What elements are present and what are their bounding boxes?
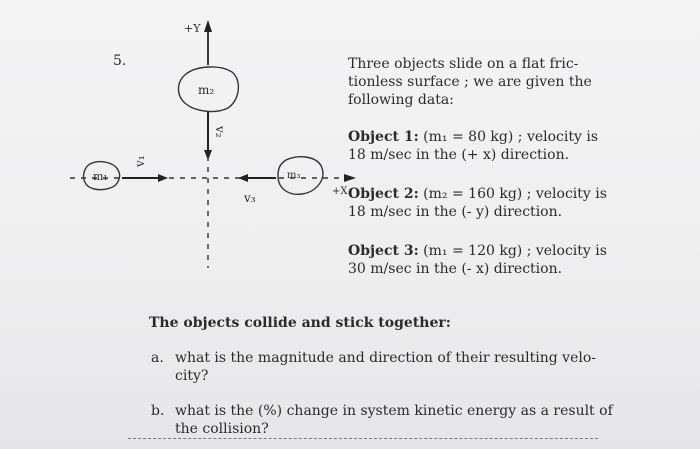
y-axis-arrowhead bbox=[204, 20, 212, 32]
velocity-1-arrowhead bbox=[158, 174, 168, 182]
object-2-label: Object 2: bbox=[348, 186, 419, 202]
object-3-velocity: 30 m/sec in the (- x) direction. bbox=[348, 261, 563, 277]
question-a bbox=[151, 349, 615, 385]
object-2-velocity: 18 m/sec in the (- y) direction. bbox=[348, 204, 563, 220]
y-axis-label: +Y bbox=[184, 22, 201, 35]
object-2-mass: (m₂ = 160 kg) ; velocity is bbox=[418, 186, 607, 202]
velocity-3-label: v₃ bbox=[244, 191, 256, 205]
question-b-line: what is the (%) change in system kinetic energy as a result of bbox=[175, 403, 613, 419]
problem-number: 5. bbox=[113, 53, 127, 69]
object-1-mass: (m₁ = 80 kg) ; velocity is bbox=[418, 129, 599, 145]
object-1-line-1 bbox=[348, 128, 608, 146]
object-1-data bbox=[348, 128, 608, 164]
velocity-3-arrowhead bbox=[238, 174, 248, 182]
object-3-line-1 bbox=[348, 242, 608, 260]
velocity-2-arrowhead bbox=[204, 150, 212, 160]
intro-line: following data: bbox=[348, 92, 454, 108]
question-a-text bbox=[175, 349, 615, 385]
object-3-mass: (m₁ = 120 kg) ; velocity is bbox=[418, 243, 607, 259]
object-1-label: Object 1: bbox=[348, 129, 419, 145]
question-a-line: what is the magnitude and direction of their resulting velo- bbox=[175, 350, 596, 366]
object-3-data bbox=[348, 242, 608, 278]
object-1-velocity: 18 m/sec in the (+ x) direction. bbox=[348, 147, 570, 163]
object-2-data bbox=[348, 185, 608, 221]
mass-2-label: m₂ bbox=[198, 83, 215, 97]
intro-line: Three objects slide on a flat fric- bbox=[348, 56, 579, 72]
intro-line: tionless surface ; we are given the bbox=[348, 74, 592, 90]
question-b-text bbox=[175, 402, 615, 438]
question-b-letter: b. bbox=[151, 403, 165, 419]
question-a-line: city? bbox=[175, 368, 209, 384]
collide-statement: The objects collide and stick together: bbox=[149, 315, 451, 331]
velocity-2-label: v₂ bbox=[213, 126, 227, 138]
problem-intro bbox=[348, 55, 608, 109]
bottom-rule bbox=[128, 438, 598, 439]
object-3-label: Object 3: bbox=[348, 243, 419, 259]
mass-1-label: m₁ bbox=[93, 170, 108, 183]
mass-3-label: m₃ bbox=[287, 170, 301, 181]
question-a-letter: a. bbox=[151, 350, 164, 366]
question-b bbox=[151, 402, 615, 438]
velocity-1-label: v₁ bbox=[133, 155, 147, 167]
x-axis-label: +X bbox=[332, 186, 348, 197]
question-b-line: the collision? bbox=[175, 421, 269, 437]
object-2-line-1 bbox=[348, 185, 608, 203]
x-axis-arrowhead bbox=[344, 174, 356, 182]
